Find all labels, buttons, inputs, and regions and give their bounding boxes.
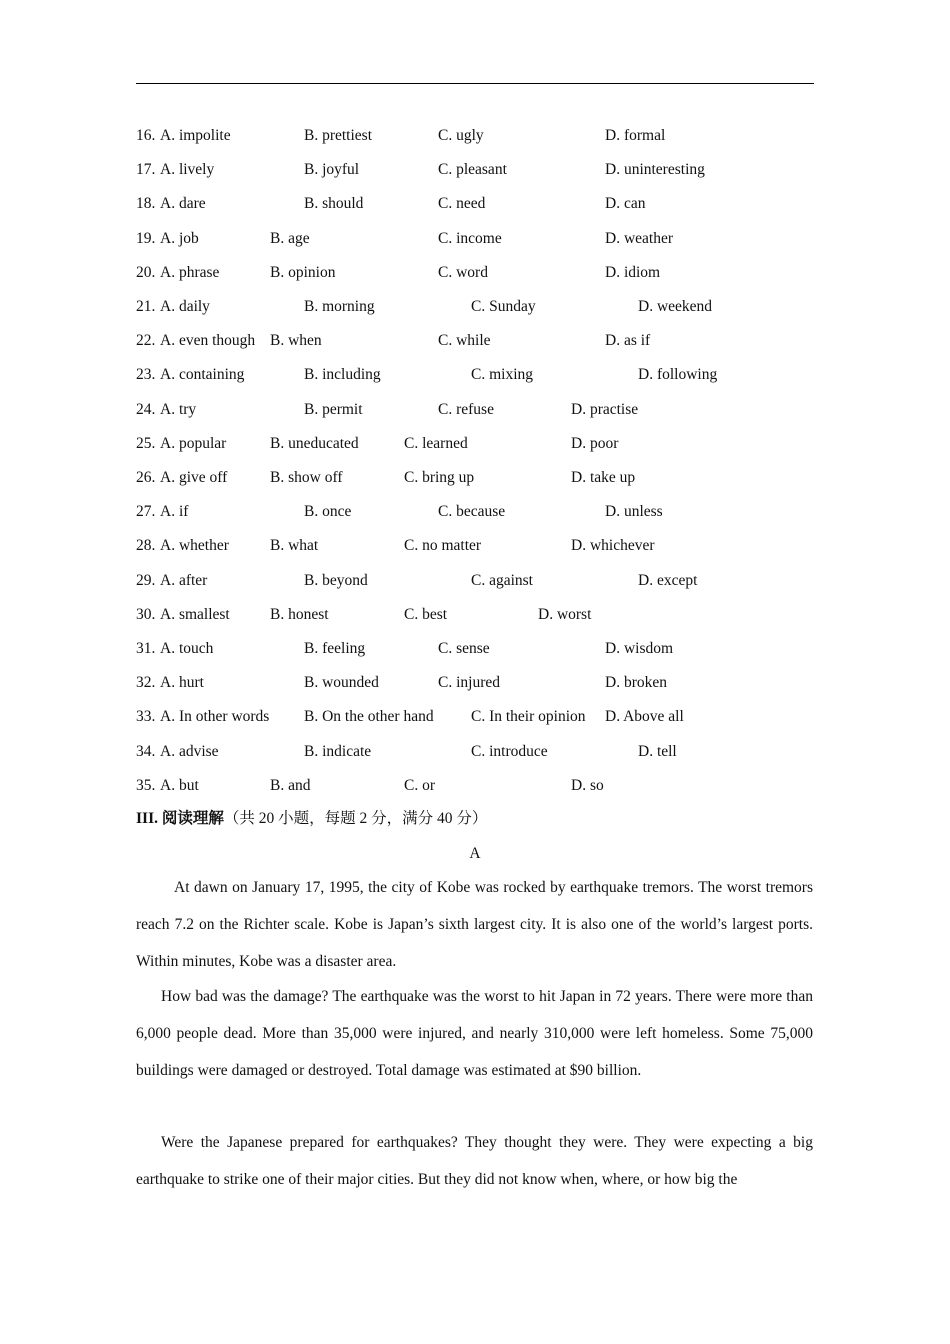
- option-b: B. prettiest: [304, 127, 373, 144]
- option-b: B. when: [270, 332, 322, 350]
- option-c: C. against: [471, 571, 533, 589]
- option-b: B. wounded: [304, 674, 379, 692]
- question-number: 23.: [136, 366, 156, 384]
- option-a: A. touch: [160, 640, 214, 657]
- option-a: A. try: [160, 400, 197, 418]
- option-a: A. dare: [160, 195, 206, 213]
- section-title: [136, 808, 487, 830]
- question-number: 30.: [136, 605, 156, 623]
- option-a: A. In other words: [160, 708, 270, 726]
- option-d: D. unless: [605, 503, 663, 521]
- question-number: 17.: [136, 161, 156, 179]
- option-b: B. feeling: [304, 640, 366, 657]
- question-row: [0, 467, 950, 489]
- question-number: 35.: [136, 776, 156, 794]
- option-c: C. ugly: [438, 127, 484, 144]
- option-a: A. give off: [160, 469, 228, 486]
- option-c: C. introduce: [471, 742, 548, 760]
- option-a: A. impolite: [160, 127, 231, 144]
- question-number: 31.: [136, 640, 156, 657]
- option-c: C. word: [438, 263, 488, 281]
- option-a: A. if: [160, 503, 189, 521]
- question-row: [0, 399, 950, 421]
- option-c: C. need: [438, 195, 486, 213]
- question-number: 29.: [136, 571, 156, 589]
- option-b: B. what: [270, 537, 319, 555]
- option-b: B. show off: [270, 469, 343, 486]
- option-a: A. daily: [160, 298, 210, 315]
- question-number: 33.: [136, 708, 156, 726]
- option-d: D. weather: [605, 229, 673, 247]
- option-b: B. should: [304, 195, 364, 213]
- question-number: 34.: [136, 742, 156, 760]
- option-b: B. indicate: [304, 742, 372, 760]
- option-d: D. formal: [605, 127, 666, 144]
- option-c: C. learned: [404, 434, 468, 452]
- option-b: B. age: [270, 229, 310, 247]
- option-d: D. poor: [571, 434, 619, 452]
- question-number: 24.: [136, 400, 156, 418]
- option-d: D. except: [638, 571, 698, 589]
- question-row: [0, 193, 950, 215]
- option-d: D. can: [605, 195, 646, 213]
- option-b: B. beyond: [304, 571, 368, 589]
- option-a: A. even though: [160, 332, 256, 350]
- header-rule: [136, 83, 814, 84]
- question-row: [0, 330, 950, 352]
- section-title-rest: （共 20 小题，每题 2 分，满分 40 分）: [223, 810, 488, 827]
- option-c: C. sense: [438, 640, 490, 657]
- question-number: 18.: [136, 195, 156, 213]
- option-c: C. because: [438, 503, 506, 521]
- option-c: C. while: [438, 332, 491, 350]
- option-d: D. uninteresting: [605, 161, 705, 179]
- option-c: C. bring up: [404, 469, 475, 486]
- option-a: A. job: [160, 229, 199, 247]
- option-b: B. and: [270, 776, 311, 794]
- section-title-bold: III. 阅读理解: [136, 810, 224, 827]
- option-d: D. weekend: [638, 298, 713, 315]
- option-a: A. whether: [160, 537, 229, 555]
- option-a: A. smallest: [160, 605, 230, 623]
- question-number: 32.: [136, 674, 156, 692]
- option-c: C. or: [404, 776, 435, 794]
- question-number: 26.: [136, 469, 156, 486]
- passage-paragraph-3: Were the Japanese prepared for earthquakes? They thought they were. They were expecting a big earthquake to strike one of their major cities. But they did not know when, where, or how big the: [136, 1134, 813, 1188]
- option-b: B. including: [304, 366, 381, 384]
- option-c: C. best: [404, 605, 448, 623]
- option-d: D. practise: [571, 400, 639, 418]
- option-c: C. injured: [438, 674, 500, 692]
- question-number: 22.: [136, 332, 156, 350]
- option-a: A. containing: [160, 366, 245, 384]
- question-row: [0, 775, 950, 797]
- question-row: [0, 706, 950, 728]
- option-d: D. so: [571, 776, 604, 794]
- option-d: D. take up: [571, 469, 636, 486]
- question-row: [0, 638, 950, 660]
- option-c: C. Sunday: [471, 298, 536, 315]
- option-a: A. after: [160, 571, 208, 589]
- question-number: 25.: [136, 434, 156, 452]
- question-number: 16.: [136, 127, 156, 144]
- question-number: 20.: [136, 263, 156, 281]
- option-d: D. as if: [605, 332, 651, 350]
- option-b: B. joyful: [304, 161, 360, 179]
- option-b: B. uneducated: [270, 434, 359, 452]
- question-number: 19.: [136, 229, 156, 247]
- option-a: A. but: [160, 776, 199, 794]
- question-row: [0, 296, 950, 318]
- question-number: 21.: [136, 298, 156, 315]
- question-row: [0, 262, 950, 284]
- option-b: B. once: [304, 503, 352, 521]
- option-a: A. advise: [160, 742, 219, 760]
- option-c: C. pleasant: [438, 161, 507, 179]
- option-c: C. In their opinion: [471, 708, 586, 726]
- option-c: C. refuse: [438, 400, 494, 418]
- question-row: [0, 159, 950, 181]
- option-a: A. phrase: [160, 263, 220, 281]
- passage-paragraph-1: At dawn on January 17, 1995, the city of Kobe was rocked by earthquake tremors. The worst tremors reach 7.2 on the Richter scale. Kobe is Japan’s sixth largest city. It is also one of the world’s largest ports. Within minutes, Kobe was a disaster area.: [136, 879, 813, 970]
- option-b: B. morning: [304, 298, 375, 315]
- passage-paragraph-2: How bad was the damage? The earthquake was the worst to hit Japan in 72 years. There were more than 6,000 people dead. More than 35,000 were injured, and nearly 310,000 were left homeless. Some 75,000 buildings were damaged or destroyed. Total damage was estimated at $90 billion.: [136, 988, 813, 1079]
- option-d: D. tell: [638, 742, 677, 760]
- question-row: [0, 501, 950, 523]
- question-row: [0, 604, 950, 626]
- option-d: D. wisdom: [605, 640, 674, 657]
- option-a: A. popular: [160, 434, 227, 452]
- question-row: [0, 672, 950, 694]
- question-number: 27.: [136, 503, 156, 521]
- option-d: D. worst: [538, 605, 592, 623]
- option-d: D. Above all: [605, 708, 684, 726]
- option-c: C. no matter: [404, 537, 482, 555]
- question-row: [0, 741, 950, 763]
- option-a: A. hurt: [160, 674, 204, 692]
- option-b: B. On the other hand: [304, 708, 434, 726]
- passage-label: A: [469, 845, 481, 862]
- option-d: D. idiom: [605, 263, 661, 281]
- question-row: [0, 433, 950, 455]
- option-d: D. following: [638, 366, 718, 384]
- option-b: B. opinion: [270, 263, 336, 281]
- option-b: B. permit: [304, 400, 363, 418]
- option-c: C. income: [438, 229, 502, 247]
- option-d: D. whichever: [571, 537, 655, 555]
- option-a: A. lively: [160, 161, 215, 179]
- question-row: [0, 228, 950, 250]
- question-row: [0, 364, 950, 386]
- question-row: [0, 535, 950, 557]
- option-d: D. broken: [605, 674, 667, 692]
- option-b: B. honest: [270, 605, 329, 623]
- question-row: [0, 570, 950, 592]
- option-c: C. mixing: [471, 366, 534, 384]
- question-number: 28.: [136, 537, 156, 555]
- question-row: [0, 125, 950, 147]
